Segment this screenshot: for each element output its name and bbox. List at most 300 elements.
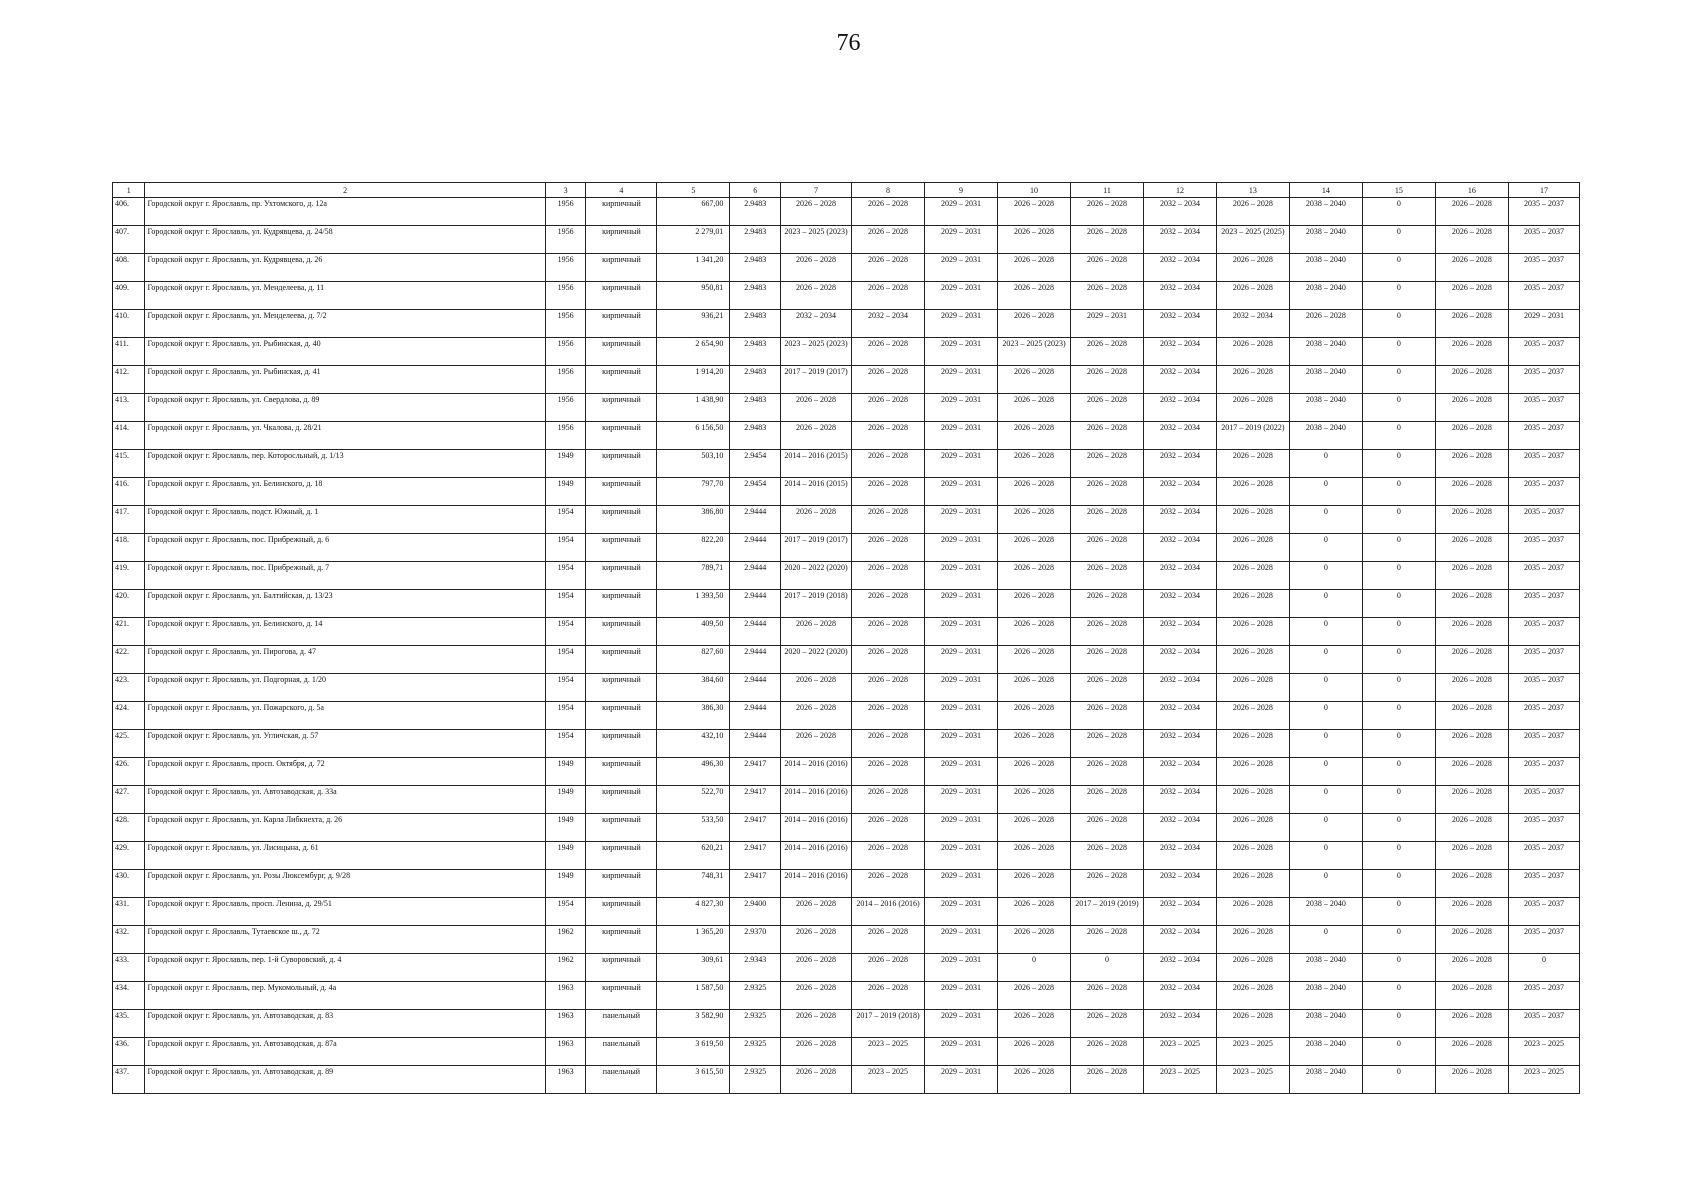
table-cell-col-13: 2026 – 2028 xyxy=(1216,842,1289,870)
column-header-17: 17 xyxy=(1508,183,1579,198)
table-cell-col-17: 2035 – 2037 xyxy=(1508,646,1579,674)
table-cell-col-13: 2026 – 2028 xyxy=(1216,674,1289,702)
table-cell-col-14: 2038 – 2040 xyxy=(1289,226,1362,254)
table-cell-col-2: Городской округ г. Ярославль, ул. Кудрявцева, д. 24/58 xyxy=(145,226,545,254)
table-cell-col-7: 2023 – 2025 (2023) xyxy=(781,226,852,254)
table-cell-col-9: 2029 – 2031 xyxy=(925,254,998,282)
table-cell-col-16: 2026 – 2028 xyxy=(1435,562,1508,590)
table-cell-col-5: 3 619,50 xyxy=(657,1038,730,1066)
table-cell-col-7: 2026 – 2028 xyxy=(781,730,852,758)
table-cell-col-11: 2026 – 2028 xyxy=(1070,226,1143,254)
table-cell-col-6: 2.9417 xyxy=(730,786,781,814)
column-header-9: 9 xyxy=(925,183,998,198)
table-cell-col-15: 0 xyxy=(1362,562,1435,590)
table-cell-col-6: 2.9370 xyxy=(730,926,781,954)
table-cell-col-15: 0 xyxy=(1362,1066,1435,1094)
table-cell-col-4: кирпичный xyxy=(586,534,657,562)
table-cell-col-4: кирпичный xyxy=(586,926,657,954)
table-cell-col-9: 2029 – 2031 xyxy=(925,450,998,478)
table-cell-col-17: 2035 – 2037 xyxy=(1508,1010,1579,1038)
table-cell-col-12: 2032 – 2034 xyxy=(1143,898,1216,926)
table-cell-col-10: 2026 – 2028 xyxy=(997,814,1070,842)
table-cell-col-17: 2029 – 2031 xyxy=(1508,310,1579,338)
table-cell-col-8: 2017 – 2019 (2018) xyxy=(852,1010,925,1038)
table-cell-col-13: 2026 – 2028 xyxy=(1216,1010,1289,1038)
table-cell-col-9: 2029 – 2031 xyxy=(925,338,998,366)
table-cell-col-12: 2032 – 2034 xyxy=(1143,198,1216,226)
table-cell-col-11: 2017 – 2019 (2019) xyxy=(1070,898,1143,926)
table-cell-col-2: Городской округ г. Ярославль, пос. Прибрежный, д. 7 xyxy=(145,562,545,590)
table-cell-col-11: 2026 – 2028 xyxy=(1070,842,1143,870)
table-cell-col-11: 2026 – 2028 xyxy=(1070,534,1143,562)
table-cell-col-6: 2.9444 xyxy=(730,562,781,590)
table-cell-col-7: 2014 – 2016 (2015) xyxy=(781,450,852,478)
table-cell-col-4: панельный xyxy=(586,1038,657,1066)
table-cell-col-4: кирпичный xyxy=(586,618,657,646)
table-row xyxy=(113,758,1580,786)
table-cell-col-7: 2017 – 2019 (2017) xyxy=(781,366,852,394)
table-cell-col-5: 667,00 xyxy=(657,198,730,226)
table-cell-col-3: 1949 xyxy=(545,814,586,842)
table-row xyxy=(113,646,1580,674)
table-cell-col-5: 1 393,50 xyxy=(657,590,730,618)
table-cell-col-5: 748,31 xyxy=(657,870,730,898)
table-cell-col-5: 409,50 xyxy=(657,618,730,646)
table-cell-col-10: 2026 – 2028 xyxy=(997,1066,1070,1094)
table-cell-col-17: 2035 – 2037 xyxy=(1508,198,1579,226)
table-cell-col-4: панельный xyxy=(586,1066,657,1094)
table-cell-col-7: 2026 – 2028 xyxy=(781,1010,852,1038)
table-cell-col-4: кирпичный xyxy=(586,814,657,842)
table-cell-col-10: 2026 – 2028 xyxy=(997,226,1070,254)
table-cell-col-1: 435. xyxy=(113,1010,145,1038)
table-cell-col-7: 2026 – 2028 xyxy=(781,394,852,422)
table-cell-col-5: 503,10 xyxy=(657,450,730,478)
table-cell-col-13: 2026 – 2028 xyxy=(1216,926,1289,954)
table-cell-col-3: 1954 xyxy=(545,646,586,674)
table-cell-col-3: 1956 xyxy=(545,198,586,226)
column-header-11: 11 xyxy=(1070,183,1143,198)
table-cell-col-5: 2 654,90 xyxy=(657,338,730,366)
table-cell-col-5: 1 341,20 xyxy=(657,254,730,282)
table-row xyxy=(113,1038,1580,1066)
table-cell-col-9: 2029 – 2031 xyxy=(925,1038,998,1066)
table-cell-col-13: 2017 – 2019 (2022) xyxy=(1216,422,1289,450)
column-header-15: 15 xyxy=(1362,183,1435,198)
table-cell-col-15: 0 xyxy=(1362,954,1435,982)
table-cell-col-1: 406. xyxy=(113,198,145,226)
table-cell-col-15: 0 xyxy=(1362,786,1435,814)
table-row xyxy=(113,674,1580,702)
table-row xyxy=(113,870,1580,898)
table-row xyxy=(113,842,1580,870)
table-cell-col-14: 0 xyxy=(1289,618,1362,646)
table-cell-col-10: 2026 – 2028 xyxy=(997,506,1070,534)
table-cell-col-2: Городской округ г. Ярославль, ул. Пирогова, д. 47 xyxy=(145,646,545,674)
table-cell-col-14: 0 xyxy=(1289,730,1362,758)
column-header-13: 13 xyxy=(1216,183,1289,198)
table-cell-col-10: 2026 – 2028 xyxy=(997,926,1070,954)
table-cell-col-17: 2035 – 2037 xyxy=(1508,394,1579,422)
table-cell-col-2: Городской округ г. Ярославль, ул. Кудрявцева, д. 26 xyxy=(145,254,545,282)
table-row xyxy=(113,478,1580,506)
table-cell-col-7: 2026 – 2028 xyxy=(781,702,852,730)
table-cell-col-9: 2029 – 2031 xyxy=(925,310,998,338)
table-cell-col-8: 2026 – 2028 xyxy=(852,730,925,758)
table-cell-col-2: Городской округ г. Ярославль, ул. Менделеева, д. 11 xyxy=(145,282,545,310)
housing-table-container xyxy=(112,182,1580,1094)
table-cell-col-6: 2.9483 xyxy=(730,254,781,282)
table-cell-col-6: 2.9444 xyxy=(730,646,781,674)
table-cell-col-12: 2032 – 2034 xyxy=(1143,842,1216,870)
table-cell-col-3: 1949 xyxy=(545,870,586,898)
table-cell-col-9: 2029 – 2031 xyxy=(925,898,998,926)
table-cell-col-14: 0 xyxy=(1289,674,1362,702)
table-cell-col-2: Городской округ г. Ярославль, ул. Менделеева, д. 7/2 xyxy=(145,310,545,338)
table-cell-col-8: 2026 – 2028 xyxy=(852,674,925,702)
table-row xyxy=(113,562,1580,590)
table-cell-col-17: 2035 – 2037 xyxy=(1508,926,1579,954)
table-cell-col-5: 3 615,50 xyxy=(657,1066,730,1094)
table-cell-col-16: 2026 – 2028 xyxy=(1435,954,1508,982)
table-cell-col-16: 2026 – 2028 xyxy=(1435,1038,1508,1066)
table-row xyxy=(113,226,1580,254)
table-cell-col-14: 0 xyxy=(1289,702,1362,730)
table-cell-col-12: 2032 – 2034 xyxy=(1143,646,1216,674)
table-cell-col-11: 2026 – 2028 xyxy=(1070,506,1143,534)
table-cell-col-17: 2035 – 2037 xyxy=(1508,618,1579,646)
table-cell-col-13: 2023 – 2025 xyxy=(1216,1066,1289,1094)
page-number: 76 xyxy=(836,30,861,56)
table-cell-col-3: 1954 xyxy=(545,730,586,758)
table-cell-col-11: 2026 – 2028 xyxy=(1070,450,1143,478)
table-cell-col-10: 2026 – 2028 xyxy=(997,646,1070,674)
table-cell-col-5: 6 156,50 xyxy=(657,422,730,450)
table-cell-col-12: 2032 – 2034 xyxy=(1143,478,1216,506)
table-cell-col-12: 2032 – 2034 xyxy=(1143,814,1216,842)
table-cell-col-17: 0 xyxy=(1508,954,1579,982)
table-cell-col-14: 0 xyxy=(1289,506,1362,534)
table-cell-col-11: 2026 – 2028 xyxy=(1070,982,1143,1010)
table-cell-col-2: Городской округ г. Ярославль, ул. Чкалова, д. 28/21 xyxy=(145,422,545,450)
table-cell-col-13: 2026 – 2028 xyxy=(1216,338,1289,366)
table-cell-col-4: кирпичный xyxy=(586,590,657,618)
table-cell-col-4: кирпичный xyxy=(586,338,657,366)
table-row xyxy=(113,814,1580,842)
table-row xyxy=(113,338,1580,366)
table-cell-col-4: кирпичный xyxy=(586,422,657,450)
table-cell-col-11: 2026 – 2028 xyxy=(1070,1010,1143,1038)
table-cell-col-1: 427. xyxy=(113,786,145,814)
table-cell-col-9: 2029 – 2031 xyxy=(925,394,998,422)
table-cell-col-9: 2029 – 2031 xyxy=(925,814,998,842)
column-header-2: 2 xyxy=(145,183,545,198)
table-cell-col-13: 2032 – 2034 xyxy=(1216,310,1289,338)
table-cell-col-5: 789,71 xyxy=(657,562,730,590)
table-cell-col-8: 2032 – 2034 xyxy=(852,310,925,338)
column-header-14: 14 xyxy=(1289,183,1362,198)
table-cell-col-8: 2026 – 2028 xyxy=(852,814,925,842)
table-cell-col-14: 2038 – 2040 xyxy=(1289,1010,1362,1038)
table-cell-col-16: 2026 – 2028 xyxy=(1435,506,1508,534)
table-cell-col-11: 2026 – 2028 xyxy=(1070,422,1143,450)
table-cell-col-16: 2026 – 2028 xyxy=(1435,422,1508,450)
table-cell-col-15: 0 xyxy=(1362,898,1435,926)
table-cell-col-16: 2026 – 2028 xyxy=(1435,842,1508,870)
table-cell-col-10: 2026 – 2028 xyxy=(997,366,1070,394)
table-cell-col-9: 2029 – 2031 xyxy=(925,562,998,590)
table-cell-col-1: 408. xyxy=(113,254,145,282)
table-cell-col-6: 2.9454 xyxy=(730,450,781,478)
table-cell-col-17: 2035 – 2037 xyxy=(1508,450,1579,478)
table-row xyxy=(113,310,1580,338)
table-cell-col-10: 2026 – 2028 xyxy=(997,282,1070,310)
table-cell-col-10: 2026 – 2028 xyxy=(997,842,1070,870)
table-cell-col-12: 2032 – 2034 xyxy=(1143,282,1216,310)
table-cell-col-12: 2032 – 2034 xyxy=(1143,534,1216,562)
table-cell-col-11: 2026 – 2028 xyxy=(1070,366,1143,394)
table-cell-col-6: 2.9325 xyxy=(730,1010,781,1038)
table-cell-col-2: Городской округ г. Ярославль, просп. Ленина, д. 29/51 xyxy=(145,898,545,926)
table-cell-col-5: 432,10 xyxy=(657,730,730,758)
table-cell-col-12: 2032 – 2034 xyxy=(1143,422,1216,450)
table-cell-col-7: 2026 – 2028 xyxy=(781,618,852,646)
table-cell-col-16: 2026 – 2028 xyxy=(1435,310,1508,338)
table-cell-col-9: 2029 – 2031 xyxy=(925,1066,998,1094)
table-cell-col-16: 2026 – 2028 xyxy=(1435,282,1508,310)
table-cell-col-4: кирпичный xyxy=(586,702,657,730)
table-cell-col-8: 2026 – 2028 xyxy=(852,450,925,478)
housing-repair-schedule-table xyxy=(112,182,1580,1094)
table-cell-col-2: Городской округ г. Ярославль, ул. Рыбинская, д. 41 xyxy=(145,366,545,394)
table-cell-col-14: 0 xyxy=(1289,562,1362,590)
table-cell-col-15: 0 xyxy=(1362,870,1435,898)
table-cell-col-17: 2035 – 2037 xyxy=(1508,702,1579,730)
table-cell-col-4: панельный xyxy=(586,1010,657,1038)
table-row xyxy=(113,730,1580,758)
table-cell-col-13: 2026 – 2028 xyxy=(1216,282,1289,310)
table-cell-col-3: 1949 xyxy=(545,478,586,506)
table-cell-col-10: 2026 – 2028 xyxy=(997,898,1070,926)
table-cell-col-17: 2023 – 2025 xyxy=(1508,1038,1579,1066)
table-cell-col-15: 0 xyxy=(1362,478,1435,506)
table-cell-col-12: 2032 – 2034 xyxy=(1143,450,1216,478)
table-cell-col-4: кирпичный xyxy=(586,366,657,394)
table-row xyxy=(113,198,1580,226)
table-cell-col-11: 2026 – 2028 xyxy=(1070,254,1143,282)
table-cell-col-16: 2026 – 2028 xyxy=(1435,254,1508,282)
table-cell-col-6: 2.9454 xyxy=(730,478,781,506)
table-cell-col-9: 2029 – 2031 xyxy=(925,506,998,534)
table-cell-col-8: 2026 – 2028 xyxy=(852,254,925,282)
table-cell-col-4: кирпичный xyxy=(586,506,657,534)
table-cell-col-15: 0 xyxy=(1362,926,1435,954)
table-cell-col-3: 1956 xyxy=(545,422,586,450)
table-cell-col-4: кирпичный xyxy=(586,254,657,282)
table-cell-col-1: 429. xyxy=(113,842,145,870)
table-cell-col-15: 0 xyxy=(1362,338,1435,366)
table-cell-col-4: кирпичный xyxy=(586,450,657,478)
table-cell-col-6: 2.9325 xyxy=(730,982,781,1010)
table-cell-col-8: 2026 – 2028 xyxy=(852,282,925,310)
table-cell-col-17: 2035 – 2037 xyxy=(1508,898,1579,926)
table-cell-col-10: 2026 – 2028 xyxy=(997,198,1070,226)
table-cell-col-10: 2026 – 2028 xyxy=(997,758,1070,786)
table-cell-col-2: Городской округ г. Ярославль, пер. 1-й Суворовский, д. 4 xyxy=(145,954,545,982)
table-cell-col-15: 0 xyxy=(1362,730,1435,758)
table-cell-col-9: 2029 – 2031 xyxy=(925,926,998,954)
table-cell-col-9: 2029 – 2031 xyxy=(925,422,998,450)
table-cell-col-14: 2038 – 2040 xyxy=(1289,898,1362,926)
table-cell-col-13: 2026 – 2028 xyxy=(1216,254,1289,282)
table-cell-col-10: 2026 – 2028 xyxy=(997,310,1070,338)
table-cell-col-15: 0 xyxy=(1362,394,1435,422)
table-cell-col-8: 2026 – 2028 xyxy=(852,394,925,422)
table-cell-col-12: 2032 – 2034 xyxy=(1143,506,1216,534)
table-cell-col-15: 0 xyxy=(1362,226,1435,254)
table-cell-col-8: 2026 – 2028 xyxy=(852,366,925,394)
table-cell-col-8: 2026 – 2028 xyxy=(852,842,925,870)
table-cell-col-5: 1 438,90 xyxy=(657,394,730,422)
table-cell-col-4: кирпичный xyxy=(586,758,657,786)
table-cell-col-5: 1 587,50 xyxy=(657,982,730,1010)
table-cell-col-16: 2026 – 2028 xyxy=(1435,786,1508,814)
table-cell-col-14: 0 xyxy=(1289,590,1362,618)
table-cell-col-15: 0 xyxy=(1362,1038,1435,1066)
table-cell-col-7: 2026 – 2028 xyxy=(781,926,852,954)
table-cell-col-3: 1949 xyxy=(545,758,586,786)
table-cell-col-14: 0 xyxy=(1289,926,1362,954)
table-cell-col-13: 2026 – 2028 xyxy=(1216,366,1289,394)
table-cell-col-5: 386,80 xyxy=(657,506,730,534)
table-cell-col-8: 2026 – 2028 xyxy=(852,506,925,534)
table-cell-col-8: 2023 – 2025 xyxy=(852,1066,925,1094)
table-cell-col-15: 0 xyxy=(1362,702,1435,730)
table-cell-col-7: 2020 – 2022 (2020) xyxy=(781,562,852,590)
table-cell-col-12: 2032 – 2034 xyxy=(1143,702,1216,730)
table-cell-col-4: кирпичный xyxy=(586,842,657,870)
table-cell-col-16: 2026 – 2028 xyxy=(1435,1010,1508,1038)
table-cell-col-16: 2026 – 2028 xyxy=(1435,198,1508,226)
table-cell-col-7: 2020 – 2022 (2020) xyxy=(781,646,852,674)
table-cell-col-16: 2026 – 2028 xyxy=(1435,674,1508,702)
table-cell-col-6: 2.9483 xyxy=(730,366,781,394)
table-cell-col-5: 620,21 xyxy=(657,842,730,870)
table-cell-col-12: 2032 – 2034 xyxy=(1143,562,1216,590)
table-cell-col-15: 0 xyxy=(1362,618,1435,646)
table-cell-col-16: 2026 – 2028 xyxy=(1435,870,1508,898)
table-cell-col-10: 2026 – 2028 xyxy=(997,1010,1070,1038)
table-cell-col-13: 2026 – 2028 xyxy=(1216,478,1289,506)
table-cell-col-14: 0 xyxy=(1289,786,1362,814)
table-cell-col-9: 2029 – 2031 xyxy=(925,674,998,702)
table-cell-col-1: 410. xyxy=(113,310,145,338)
table-cell-col-5: 797,70 xyxy=(657,478,730,506)
table-cell-col-8: 2026 – 2028 xyxy=(852,982,925,1010)
table-cell-col-7: 2026 – 2028 xyxy=(781,954,852,982)
table-cell-col-1: 433. xyxy=(113,954,145,982)
table-cell-col-3: 1956 xyxy=(545,394,586,422)
table-cell-col-9: 2029 – 2031 xyxy=(925,534,998,562)
table-cell-col-12: 2032 – 2034 xyxy=(1143,1010,1216,1038)
table-cell-col-6: 2.9444 xyxy=(730,730,781,758)
table-cell-col-13: 2026 – 2028 xyxy=(1216,450,1289,478)
table-cell-col-1: 431. xyxy=(113,898,145,926)
table-cell-col-11: 2026 – 2028 xyxy=(1070,814,1143,842)
table-cell-col-12: 2032 – 2034 xyxy=(1143,394,1216,422)
table-cell-col-15: 0 xyxy=(1362,366,1435,394)
table-cell-col-10: 2026 – 2028 xyxy=(997,730,1070,758)
column-header-7: 7 xyxy=(781,183,852,198)
table-cell-col-1: 432. xyxy=(113,926,145,954)
table-cell-col-3: 1954 xyxy=(545,590,586,618)
table-cell-col-9: 2029 – 2031 xyxy=(925,366,998,394)
table-cell-col-16: 2026 – 2028 xyxy=(1435,730,1508,758)
table-cell-col-8: 2026 – 2028 xyxy=(852,590,925,618)
table-cell-col-1: 422. xyxy=(113,646,145,674)
table-row xyxy=(113,254,1580,282)
table-body xyxy=(113,198,1580,1094)
table-cell-col-9: 2029 – 2031 xyxy=(925,618,998,646)
table-cell-col-10: 2026 – 2028 xyxy=(997,478,1070,506)
table-cell-col-10: 2026 – 2028 xyxy=(997,786,1070,814)
table-cell-col-17: 2035 – 2037 xyxy=(1508,814,1579,842)
table-cell-col-6: 2.9417 xyxy=(730,842,781,870)
table-cell-col-8: 2026 – 2028 xyxy=(852,954,925,982)
table-cell-col-4: кирпичный xyxy=(586,478,657,506)
column-header-1: 1 xyxy=(113,183,145,198)
table-cell-col-11: 2026 – 2028 xyxy=(1070,590,1143,618)
table-cell-col-1: 407. xyxy=(113,226,145,254)
table-cell-col-9: 2029 – 2031 xyxy=(925,646,998,674)
table-cell-col-8: 2026 – 2028 xyxy=(852,786,925,814)
table-cell-col-3: 1956 xyxy=(545,338,586,366)
table-cell-col-5: 822,20 xyxy=(657,534,730,562)
table-cell-col-13: 2026 – 2028 xyxy=(1216,870,1289,898)
table-cell-col-2: Городской округ г. Ярославль, ул. Автозаводская, д. 87а xyxy=(145,1038,545,1066)
table-cell-col-12: 2032 – 2034 xyxy=(1143,786,1216,814)
table-cell-col-8: 2026 – 2028 xyxy=(852,338,925,366)
table-cell-col-1: 430. xyxy=(113,870,145,898)
table-cell-col-4: кирпичный xyxy=(586,870,657,898)
table-cell-col-6: 2.9483 xyxy=(730,198,781,226)
table-row xyxy=(113,422,1580,450)
table-cell-col-15: 0 xyxy=(1362,758,1435,786)
table-cell-col-3: 1954 xyxy=(545,898,586,926)
table-cell-col-12: 2032 – 2034 xyxy=(1143,730,1216,758)
table-cell-col-13: 2026 – 2028 xyxy=(1216,618,1289,646)
table-cell-col-13: 2026 – 2028 xyxy=(1216,982,1289,1010)
table-cell-col-6: 2.9444 xyxy=(730,534,781,562)
table-cell-col-14: 2038 – 2040 xyxy=(1289,338,1362,366)
table-cell-col-1: 434. xyxy=(113,982,145,1010)
table-cell-col-12: 2032 – 2034 xyxy=(1143,618,1216,646)
table-cell-col-3: 1962 xyxy=(545,926,586,954)
table-cell-col-16: 2026 – 2028 xyxy=(1435,1066,1508,1094)
table-cell-col-6: 2.9444 xyxy=(730,506,781,534)
table-cell-col-7: 2026 – 2028 xyxy=(781,674,852,702)
table-cell-col-3: 1956 xyxy=(545,226,586,254)
table-cell-col-10: 2026 – 2028 xyxy=(997,1038,1070,1066)
table-cell-col-4: кирпичный xyxy=(586,394,657,422)
table-cell-col-13: 2026 – 2028 xyxy=(1216,814,1289,842)
table-cell-col-12: 2032 – 2034 xyxy=(1143,338,1216,366)
table-cell-col-2: Городской округ г. Ярославль, ул. Пожарского, д. 5а xyxy=(145,702,545,730)
table-row xyxy=(113,1066,1580,1094)
table-cell-col-12: 2032 – 2034 xyxy=(1143,758,1216,786)
table-cell-col-6: 2.9483 xyxy=(730,310,781,338)
table-cell-col-7: 2014 – 2016 (2016) xyxy=(781,870,852,898)
